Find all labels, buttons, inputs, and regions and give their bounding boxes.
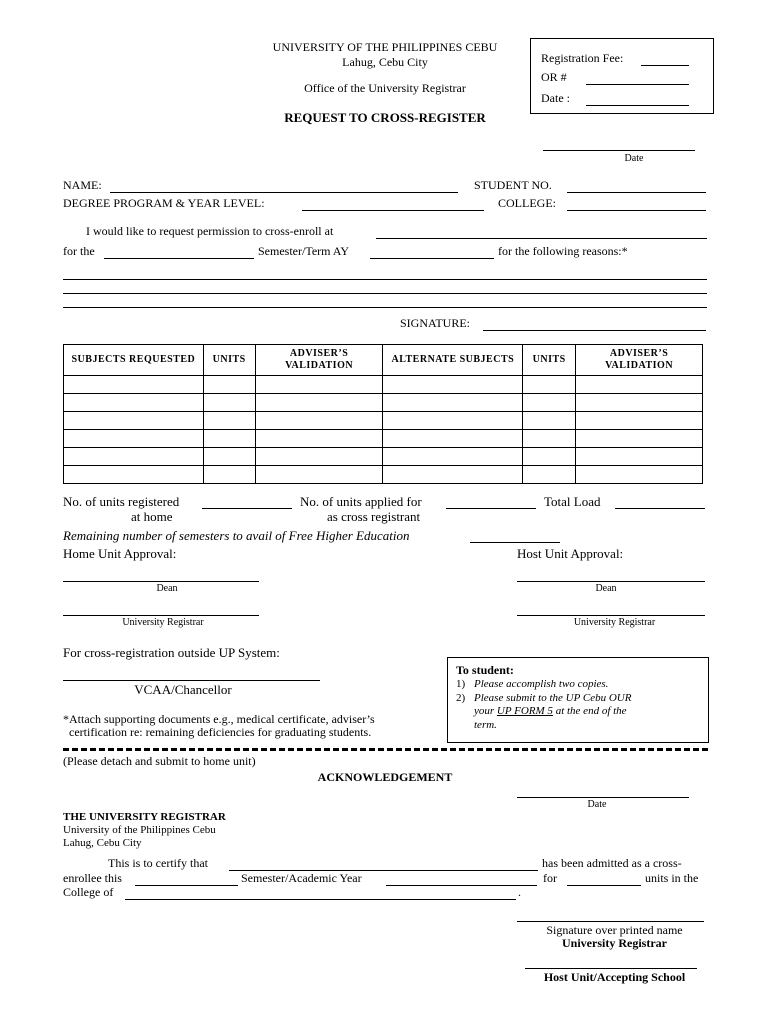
semester-field[interactable]: [104, 244, 254, 259]
units-cell[interactable]: [203, 412, 255, 430]
reason-line-2[interactable]: [63, 293, 707, 294]
request-text: I would like to request permission to cross-enroll at: [86, 224, 334, 238]
adviser-validation-cell[interactable]: [255, 412, 383, 430]
alt-adviser-validation-cell[interactable]: [576, 412, 703, 430]
note-item-2b-pre: your: [474, 705, 495, 717]
signature-label: SIGNATURE:: [400, 316, 471, 330]
ack-date-label: Date: [587, 799, 607, 810]
remaining-semesters-field[interactable]: [470, 528, 560, 543]
form-title: REQUEST TO CROSS-REGISTER: [284, 110, 486, 125]
units-count-field[interactable]: [567, 871, 641, 886]
academic-year-field[interactable]: [386, 871, 537, 886]
registrar-signature-line[interactable]: [517, 921, 704, 922]
certify-text: This is to certify that: [108, 856, 208, 870]
col-header-alt-units: UNITS: [523, 345, 576, 376]
host-unit-label: Host Unit/Accepting School: [543, 970, 686, 984]
host-unit-approval-label: Host Unit Approval:: [517, 546, 624, 561]
subject-cell[interactable]: [64, 412, 204, 430]
table-body: [64, 376, 703, 484]
alt-adviser-validation-cell[interactable]: [576, 448, 703, 466]
units-cell[interactable]: [203, 466, 255, 484]
for-the-label: for the: [63, 244, 95, 258]
up-form-5-text: UP FORM 5: [496, 705, 553, 717]
college-of-period: .: [518, 885, 521, 899]
note-item-2-num: 2): [456, 692, 466, 704]
outside-up-label: For cross-registration outside UP System:: [63, 645, 280, 660]
subject-cell[interactable]: [64, 376, 204, 394]
date-label: Date: [624, 153, 644, 164]
units-cell[interactable]: [203, 376, 255, 394]
note-title: To student:: [456, 663, 514, 677]
col-header-units: UNITS: [203, 345, 255, 376]
total-load-label: Total Load: [544, 494, 601, 509]
date-field[interactable]: [543, 150, 695, 151]
host-registrar-label: University Registrar: [573, 617, 656, 628]
ack-address-1: University of the Philippines Cebu: [63, 824, 216, 836]
adviser-validation-cell[interactable]: [255, 430, 383, 448]
college-of-field[interactable]: [125, 885, 516, 900]
enrollee-semester-field[interactable]: [135, 871, 238, 886]
table-row: [64, 376, 703, 394]
alternate-subject-cell[interactable]: [383, 466, 523, 484]
units-registered-label: No. of units registered: [63, 494, 180, 509]
units-registered-field[interactable]: [202, 494, 292, 509]
adviser-validation-cell[interactable]: [255, 376, 383, 394]
university-registrar-label: University Registrar: [562, 936, 667, 950]
certify-name-field[interactable]: [229, 856, 538, 871]
or-number-field[interactable]: [586, 70, 689, 85]
student-no-label: STUDENT NO.: [474, 178, 552, 192]
signature-over-name-label: Signature over printed name: [546, 923, 683, 937]
alternate-subject-cell[interactable]: [383, 412, 523, 430]
host-registrar-signature-line[interactable]: [517, 615, 705, 616]
for-text: for: [543, 871, 557, 885]
alt-units-cell[interactable]: [523, 394, 576, 412]
college-field[interactable]: [567, 196, 706, 211]
alt-units-cell[interactable]: [523, 430, 576, 448]
college-label: COLLEGE:: [498, 196, 556, 210]
note-item-2a: Please submit to the UP Cebu OUR: [474, 692, 632, 704]
table-row: [64, 430, 703, 448]
subject-cell[interactable]: [64, 448, 204, 466]
col-header-adviser-validation: ADVISER’S VALIDATION: [255, 345, 383, 376]
units-applied-field[interactable]: [446, 494, 536, 509]
admitted-text: has been admitted as a cross-: [542, 856, 682, 870]
attach-note-1: *Attach supporting documents e.g., medical certificate, adviser’s: [63, 712, 375, 726]
units-registered-label-2: at home: [131, 509, 173, 524]
alt-units-cell[interactable]: [523, 412, 576, 430]
alternate-subject-cell[interactable]: [383, 394, 523, 412]
table-row: [64, 394, 703, 412]
attach-note-2: certification re: remaining deficiencies for graduating students.: [69, 725, 372, 739]
name-field[interactable]: [110, 178, 458, 193]
remaining-semesters-label: Remaining number of semesters to avail of Free Higher Education: [63, 528, 410, 543]
home-dean-label: Dean: [156, 583, 178, 594]
adviser-validation-cell[interactable]: [255, 448, 383, 466]
alt-adviser-validation-cell[interactable]: [576, 430, 703, 448]
units-cell[interactable]: [203, 448, 255, 466]
college-of-text: College of: [63, 885, 114, 899]
adviser-validation-cell[interactable]: [255, 394, 383, 412]
home-registrar-signature-line[interactable]: [63, 615, 259, 616]
reasons-label: for the following reasons:*: [498, 244, 628, 258]
note-item-1: Please accomplish two copies.: [474, 678, 609, 690]
name-label: NAME:: [63, 178, 102, 192]
subject-cell[interactable]: [64, 430, 204, 448]
office-name: Office of the University Registrar: [304, 81, 466, 95]
ack-date-field[interactable]: [517, 797, 689, 798]
reg-date-field[interactable]: [586, 91, 689, 106]
ack-address-2: Lahug, Cebu City: [63, 837, 142, 849]
reason-line-3[interactable]: [63, 307, 707, 308]
semester-label: Semester/Term AY: [258, 244, 350, 258]
alt-adviser-validation-cell[interactable]: [576, 376, 703, 394]
note-item-2c: term.: [474, 719, 497, 731]
signature-field[interactable]: [483, 316, 706, 331]
subject-cell[interactable]: [64, 394, 204, 412]
host-unit-signature-line[interactable]: [525, 968, 697, 969]
cross-enroll-school-field[interactable]: [376, 224, 707, 239]
reason-line-1[interactable]: [63, 279, 707, 280]
reg-date-label: Date :: [541, 91, 570, 105]
col-header-subjects: SUBJECTS REQUESTED: [64, 345, 204, 376]
registration-box: [530, 38, 714, 114]
units-in-text: units in the: [645, 871, 699, 885]
university-name: UNIVERSITY OF THE PHILIPPINES CEBU: [272, 40, 498, 54]
sem-year-text: Semester/Academic Year: [241, 871, 362, 885]
student-no-field[interactable]: [567, 178, 706, 193]
detach-instruction: (Please detach and submit to home unit): [63, 754, 256, 768]
alt-adviser-validation-cell[interactable]: [576, 394, 703, 412]
table-header-row: [64, 345, 703, 376]
subjects-table: [63, 344, 703, 484]
note-item-1-num: 1): [456, 678, 466, 690]
alt-adviser-validation-cell[interactable]: [576, 466, 703, 484]
alternate-subject-cell[interactable]: [383, 448, 523, 466]
table-row: [64, 448, 703, 466]
units-cell[interactable]: [203, 430, 255, 448]
degree-label: DEGREE PROGRAM & YEAR LEVEL:: [63, 196, 265, 210]
ay-field[interactable]: [370, 244, 494, 259]
alternate-subject-cell[interactable]: [383, 376, 523, 394]
note-item-2b-post: at the end of the: [555, 705, 627, 717]
alt-units-cell[interactable]: [523, 376, 576, 394]
home-unit-approval-label: Home Unit Approval:: [63, 546, 177, 561]
units-applied-label-2: as cross registrant: [327, 509, 421, 524]
table-row: [64, 466, 703, 484]
or-number-label: OR #: [541, 70, 567, 84]
alt-units-cell[interactable]: [523, 448, 576, 466]
student-note-box: [447, 657, 709, 743]
host-dean-signature-line[interactable]: [517, 581, 705, 582]
units-cell[interactable]: [203, 394, 255, 412]
adviser-validation-cell[interactable]: [255, 466, 383, 484]
degree-field[interactable]: [302, 196, 484, 211]
vcaa-signature-line[interactable]: [63, 680, 320, 681]
enrollee-text: enrollee this: [63, 871, 122, 885]
registration-fee-field[interactable]: [641, 51, 689, 66]
note-item-2b: [474, 705, 627, 717]
units-applied-label: No. of units applied for: [300, 494, 422, 509]
ack-addressee: THE UNIVERSITY REGISTRAR: [63, 811, 226, 823]
table-row: [64, 412, 703, 430]
home-registrar-label: University Registrar: [122, 617, 204, 628]
host-dean-label: Dean: [595, 583, 617, 594]
col-header-alt-adviser-validation: ADVISER’S VALIDATION: [576, 345, 703, 376]
home-dean-signature-line[interactable]: [63, 581, 259, 582]
col-header-alternate-subjects: ALTERNATE SUBJECTS: [383, 345, 523, 376]
vcaa-label: VCAA/Chancellor: [134, 682, 232, 697]
total-load-field[interactable]: [615, 494, 705, 509]
alt-units-cell[interactable]: [523, 466, 576, 484]
registration-fee-label: Registration Fee:: [541, 51, 624, 65]
ack-title: ACKNOWLEDGEMENT: [317, 770, 453, 784]
detach-line: [63, 748, 708, 751]
university-address: Lahug, Cebu City: [342, 55, 428, 69]
subject-cell[interactable]: [64, 466, 204, 484]
alternate-subject-cell[interactable]: [383, 430, 523, 448]
